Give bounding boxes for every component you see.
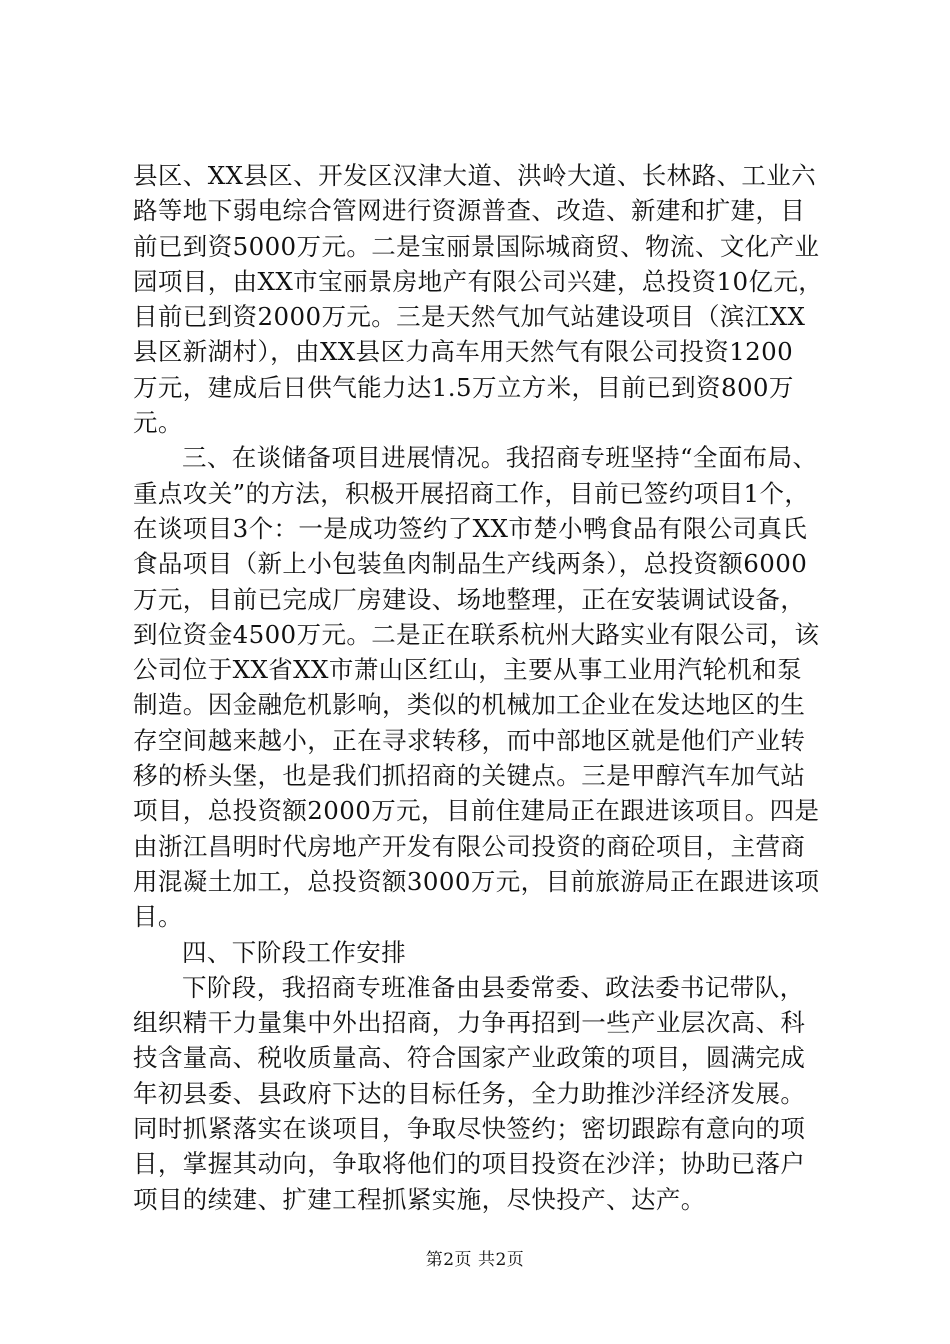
text-line: 县区新湖村），由XX县区力高车用天然气有限公司投资1200 — [133, 337, 794, 367]
text-line: 前已到资5000万元。二是宝丽景国际城商贸、物流、文化产业 — [133, 231, 820, 261]
page-number-footer: 第2页 共2页 — [425, 1250, 525, 1270]
text-line: 万元，目前已完成厂房建设、场地整理，正在安装调试设备， — [133, 584, 806, 614]
text-line: 下阶段，我招商专班准备由县委常委、政法委书记带队， — [182, 972, 805, 1002]
text-line: 在谈项目3个：一是成功签约了XX市楚小鸭食品有限公司真氏 — [133, 513, 808, 543]
text-line: 技含量高、税收质量高、符合国家产业政策的项目，圆满完成 — [133, 1043, 806, 1073]
text-line: 公司位于XX省XX市萧山区红山，主要从事工业用汽轮机和泵 — [133, 655, 802, 685]
text-line: 制造。因金融危机影响，类似的机械加工企业在发达地区的生 — [133, 690, 806, 720]
text-line: 目。 — [133, 902, 183, 932]
text-line: 用混凝土加工，总投资额3000万元，目前旅游局正在跟进该项 — [133, 866, 820, 896]
section-three-heading-line: 三、在谈储备项目进展情况。我招商专班坚持“全面布局、 — [182, 443, 818, 473]
text-line: 万元，建成后日供气能力达1.5万立方米，目前已到资800万 — [133, 372, 794, 402]
text-line: 项目的续建、扩建工程抓紧实施，尽快投产、达产。 — [133, 1184, 706, 1214]
text-line: 目，掌握其动向，争取将他们的项目投资在沙洋；协助已落户 — [133, 1149, 806, 1179]
text-line: 到位资金4500万元。二是正在联系杭州大路实业有限公司，该 — [133, 619, 820, 649]
text-line: 园项目，由XX市宝丽景房地产有限公司兴建，总投资10亿元， — [133, 266, 824, 296]
text-line: 食品项目（新上小包装鱼肉制品生产线两条），总投资额6000 — [133, 549, 808, 579]
text-line: 目前已到资2000万元。三是天然气加气站建设项目（滨江XX — [133, 302, 806, 332]
text-line: 存空间越来越小，正在寻求转移，而中部地区就是他们产业转 — [133, 725, 806, 755]
text-line: 组织精干力量集中外出招商，力争再招到一些产业层次高、科 — [133, 1008, 806, 1038]
section-four-heading: 四、下阶段工作安排 — [182, 937, 407, 967]
text-line: 路等地下弱电综合管网进行资源普查、改造、新建和扩建，目 — [133, 196, 806, 226]
text-line: 年初县委、县政府下达的目标任务，全力助推沙洋经济发展。 — [133, 1078, 806, 1108]
text-line: 由浙江昌明时代房地产开发有限公司投资的商砼项目，主营商 — [133, 831, 806, 861]
text-line: 元。 — [133, 408, 183, 438]
text-line: 项目，总投资额2000万元，目前住建局正在跟进该项目。四是 — [133, 796, 820, 826]
text-line: 同时抓紧落实在谈项目，争取尽快签约；密切跟踪有意向的项 — [133, 1114, 806, 1144]
text-line: 移的桥头堡，也是我们抓招商的关键点。三是甲醇汽车加气站 — [133, 761, 806, 791]
text-line: 县区、XX县区、开发区汉津大道、洪岭大道、长林路、工业六 — [133, 161, 817, 190]
document-body — [133, 158, 838, 1217]
text-line: 重点攻关”的方法，积极开展招商工作，目前已签约项目1个， — [133, 478, 810, 508]
